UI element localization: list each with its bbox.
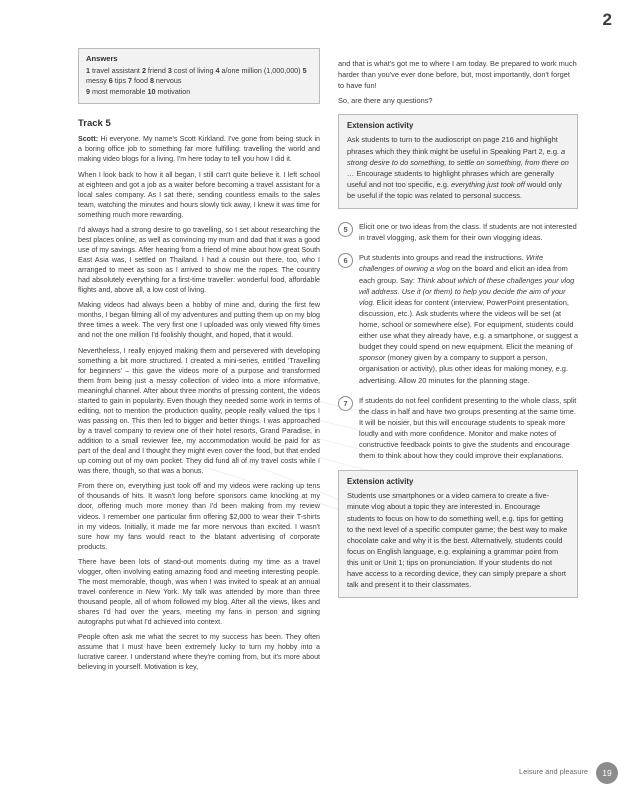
right-column [338, 58, 578, 610]
extension-activity-1-title: Extension activity [347, 121, 414, 131]
emphasis-text: sponsor [359, 353, 386, 363]
emphasis-text: Think about which of these challenges your vlog will address. Use it (or them) to help you decide the aim of your vlog. [359, 275, 575, 307]
answers-box [78, 48, 320, 104]
audioscript-paragraph: So, are there any questions? [338, 96, 433, 106]
teaching-steps [338, 221, 578, 461]
step-number-badge: 6 [338, 253, 353, 268]
teaching-step [338, 221, 578, 243]
emphasis-text: everything just took off [450, 179, 525, 189]
audioscript-paragraph: Nevertheless, I really enjoyed making them and persevered with developing something a bit more structured. I created a mini-series, entitled 'Travelling for beginners' – this gave the videos more of a purpose and transformed them from being just a messy collection of video into a more informative, meaningful channel. After about three months of pressing content, the videos started to gain in popularity. Even though they needed some work in terms of editing, not to mention the production quality, people really valued the tips I was passing on. This then led to bigger and better things. I was approached by a travel company to review one of their hotel resorts, Grand Paradise, in addition to a small reviewer fee, my accommodation would be paid for as part of the deal and I thought they might even cover the food, but that ended up coming out of my own pocket. They did fund all of my travel costs while I was there, though, so that was a bonus. [78, 346, 320, 476]
body-text: Encourage students to highlight phrases which are generally useful and not too specific, e.g. [347, 168, 555, 189]
step-text [359, 252, 578, 385]
footer-unit-label: Leisure and pleasure [518, 767, 588, 776]
teaching-step [338, 252, 578, 385]
step-number-badge: 5 [338, 222, 353, 237]
body-text: Elicit one or two ideas from the class. If students are not interested in travel vlogging, ask them for their own vlogging ideas. [359, 222, 577, 243]
answers-title: Answers [86, 54, 118, 63]
left-column [78, 48, 320, 677]
audioscript-paragraph: People often ask me what the secret to my success has been. They often assume that I must have been extremely lucky to turn my hobby into a lucrative career. I understand where they're coming from, but it's more about believing in yourself. Motivation is key, [78, 633, 320, 672]
body-text: Elicit ideas for content (interview, PowerPoint presentation, discussion, etc.). Ask students where the videos will be set (at home, school or somewhere else). For equipment, students could either use what they already have, e.g. a smartphone, or suggest a budget they could spend on new equipment. Elicit the meaning of [359, 297, 578, 352]
audioscript-paragraph: There have been lots of stand-out moments during my time as a travel vlogger, often involving eating amazing food and meeting interesting people. The most memorable, though, was when I was invited to speak at an annual travel conference in New York. My talk was attended by more than three thousand people, all of whom followed my blog. After all the views, likes and shares I'd had over the years, meeting my fans in person and signing autographs put what I'd achieved into context. [78, 557, 320, 627]
audioscript-paragraph: and that is what's got me to where I am today. Be prepared to work much harder than you've ever done before, but, most importantly, don't forget to have fun! [338, 59, 577, 91]
audioscript-paragraph: Making videos had always been a hobby of mine and, during the first few months, I began filming all of my adventures and putting them up on my blog three times a week. The very first one I uploaded was only viewed fifty times and not the one million I'd foolishly thought, and hoped, that it would. [78, 301, 320, 340]
step-number-badge: 7 [338, 396, 353, 411]
track-title: Track 5 [78, 118, 111, 130]
body-text: Ask students to turn to the audioscript on page 216 and highlight phrases which they think might be useful in Speaking Part 2, e.g. [347, 135, 562, 156]
extension-activity-2-body [347, 490, 569, 590]
answers-line: 1 travel assistant 2 friend 3 cost of living 4 a/one million (1,000,000) 5 messy 6 tips 7 food 8 nervous [86, 66, 307, 86]
body-text: Put students into groups and read the instructions. [359, 253, 526, 263]
emphasis-text: a strong desire to do something, to settle on something, from there on … [347, 146, 569, 178]
footer-page-badge: 19 [596, 762, 618, 784]
extension-activity-1 [338, 114, 578, 209]
audioscript [78, 134, 320, 672]
extension-activity-1-body [347, 134, 569, 201]
audioscript-continuation [338, 58, 578, 106]
body-text: If students do not feel confident presenting to the whole class, split the class in half and have two groups presenting at the same time. It will be noisier, but this will encourage students to speak more loudly and with more confidence. Monitor and make notes of constructive feedback points to give the students and encourage them to think about how they could improve their explanations. [359, 395, 577, 461]
audioscript-paragraph: Scott: Hi everyone. My name's Scott Kirkland. I've gone from being stuck in a boring office job to something far more fulfilling: travelling the world and making video blogs for a living. I'm here today to tell you how I did it. [78, 135, 320, 164]
body-text: would only be useful if the topic was related to personal success. [347, 179, 562, 200]
audioscript-paragraph: When I look back to how it all began, I still can't quite believe it. I left school at eighteen and got a job as a waiter before becoming a travel assistant for a local sales company. As I sat there, sending countless emails to the sales team, watching the minutes and hours slowly tick away, I knew it was time for something much more rewarding. [78, 170, 320, 219]
step-text [359, 221, 578, 243]
audioscript-paragraph: I'd always had a strong desire to go travelling, so I set about researching the best places online, as well as convincing my mum and dad that it was a good use of my savings. After hearing from a friend of mine about how great South East Asia was, I settled on Thailand. I had a cousin out there, too, who I arranged to meet as soon as I arrived to show me the ropes. The country had absolutely everything for a first-time traveller: wonderful food, affordable flights and, above all, a low cost of living. [78, 225, 320, 295]
teaching-step [338, 395, 578, 462]
emphasis-text: Write challenges of owning a vlog [359, 253, 544, 274]
step-text [359, 395, 578, 462]
speaker-label: Scott: [78, 135, 101, 144]
answers-body [86, 66, 312, 97]
body-text: Students use smartphones or a video camera to create a five-minute vlog about a topic they are interested in. Encourage students to focus on how to do something well, e.g. tips for getting to the next level of a specific computer game; the best way to make chocolate cake and why it is the best. Alternatively, students could focus on English language, e.g. explaining a grammar point from this unit or Unit 1; tips on pronunciation. If your students do not have access to a recording device, they can simply prepare a short talk and present it to their classmates. [347, 491, 568, 590]
extension-activity-2 [338, 470, 578, 598]
extension-activity-2-title: Extension activity [347, 477, 414, 487]
body-text: (money given by a company to support a person, organisation or activity), plus other ideas for making money, e.g. advertising. Allow 20 minutes for the planning stage. [359, 353, 568, 385]
body-text: on the board and elicit an idea from each group. Say: [359, 264, 568, 285]
answers-line: 9 most memorable 10 motivation [86, 86, 191, 96]
audioscript-paragraph: From there on, everything just took off and my videos were racking up tens of thousands of hits. It wasn't long before sponsors came knocking at my door, offering much more money than I'd been making from my review videos. I remember one particular firm offering $2,000 to wear their T-shirts in my videos. Initially, it made me far more nervous than excited. I wasn't sure how my fans would react to the blatant advertising of corporate products. [78, 482, 320, 551]
page-number-top: 2 [602, 10, 612, 29]
